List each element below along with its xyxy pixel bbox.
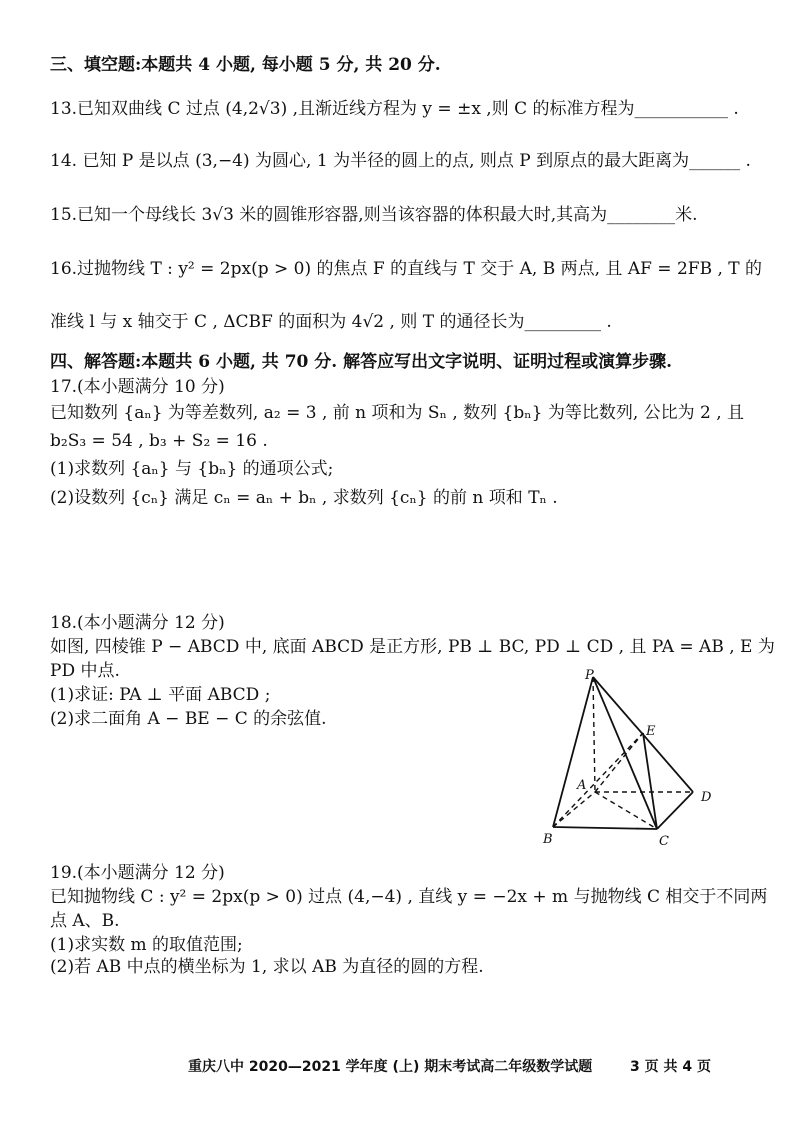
- question-18-part1: (1)求证: PA ⊥ 平面 ABCD ;: [50, 685, 271, 705]
- label-B: B: [543, 832, 553, 847]
- question-18-line1: 如图, 四棱锥 P − ABCD 中, 底面 ABCD 是正方形, PB ⊥ BC, PD ⊥ CD , 且 PA = AB , E 为: [50, 637, 775, 657]
- question-19-part1: (1)求实数 m 的取值范围;: [50, 935, 243, 955]
- edge-PB: [553, 677, 593, 827]
- edge-BC: [553, 827, 657, 829]
- section4-header: 四、解答题:本题共 6 小题, 共 70 分. 解答应写出文字说明、证明过程或演算步骤.: [50, 352, 673, 372]
- question-19-part2: (2)若 AB 中点的横坐标为 1, 求以 AB 为直径的圆的方程.: [50, 957, 484, 977]
- section3-header: 三、填空题:本题共 4 小题, 每小题 5 分, 共 20 分.: [50, 55, 441, 75]
- question-17-line2: b₂S₃ = 54 , b₃ + S₂ = 16 .: [50, 431, 268, 451]
- question-19-title: 19.(本小题满分 12 分): [50, 863, 225, 883]
- question-19-line2: 点 A、B.: [50, 911, 120, 931]
- edge-PA-hidden: [593, 677, 595, 792]
- label-A: A: [577, 778, 587, 793]
- label-D: D: [701, 790, 712, 805]
- question-18-line2: PD 中点.: [50, 661, 120, 681]
- question-17-line1: 已知数列 {aₙ} 为等差数列, a₂ = 3 , 前 n 项和为 Sₙ , 数列 {bₙ} 为等比数列, 公比为 2 , 且: [50, 403, 745, 423]
- question-16-line1: 16.过抛物线 T : y² = 2px(p > 0) 的焦点 F 的直线与 T 交于 A, B 两点, 且 AF = 2FB , T 的: [50, 259, 763, 279]
- question-18-part2: (2)求二面角 A − BE − C 的余弦值.: [50, 709, 327, 729]
- question-17-title: 17.(本小题满分 10 分): [50, 377, 225, 397]
- pyramid-diagram: [535, 665, 740, 855]
- label-E: E: [646, 724, 656, 739]
- label-C: C: [659, 834, 669, 849]
- question-17-part1: (1)求数列 {aₙ} 与 {bₙ} 的通项公式;: [50, 459, 334, 479]
- question-15: 15.已知一个母线长 3√3 米的圆锥形容器,则当该容器的体积最大时,其高为________米.: [50, 205, 698, 225]
- edge-CD: [657, 792, 693, 829]
- question-18-title: 18.(本小题满分 12 分): [50, 613, 225, 633]
- edge-AC-hidden: [595, 792, 657, 829]
- question-14: 14. 已知 P 是以点 (3,−4) 为圆心, 1 为半径的圆上的点, 则点 P 到原点的最大距离为______ .: [50, 151, 751, 171]
- label-P: P: [585, 668, 594, 683]
- edge-PC: [593, 677, 657, 829]
- pyramid-figure: [535, 665, 740, 855]
- edge-AB-hidden: [553, 792, 595, 827]
- footer-page-number: 3 页 共 4 页: [630, 1059, 711, 1075]
- question-13: 13.已知双曲线 C 过点 (4,2√3) ,且渐近线方程为 y = ±x ,则 C 的标准方程为___________ .: [50, 99, 739, 119]
- question-19-line1: 已知抛物线 C : y² = 2px(p > 0) 过点 (4,−4) , 直线 y = −2x + m 与抛物线 C 相交于不同两: [50, 887, 768, 907]
- footer-school: 重庆八中 2020—2021 学年度 (上) 期末考试高二年级数学试题: [188, 1059, 593, 1075]
- edge-AE-hidden: [595, 733, 643, 792]
- question-16-line2: 准线 l 与 x 轴交于 C , ΔCBF 的面积为 4√2 , 则 T 的通径长为_________ .: [50, 312, 612, 332]
- question-17-part2: (2)设数列 {cₙ} 满足 cₙ = aₙ + bₙ , 求数列 {cₙ} 的前 n 项和 Tₙ .: [50, 488, 558, 508]
